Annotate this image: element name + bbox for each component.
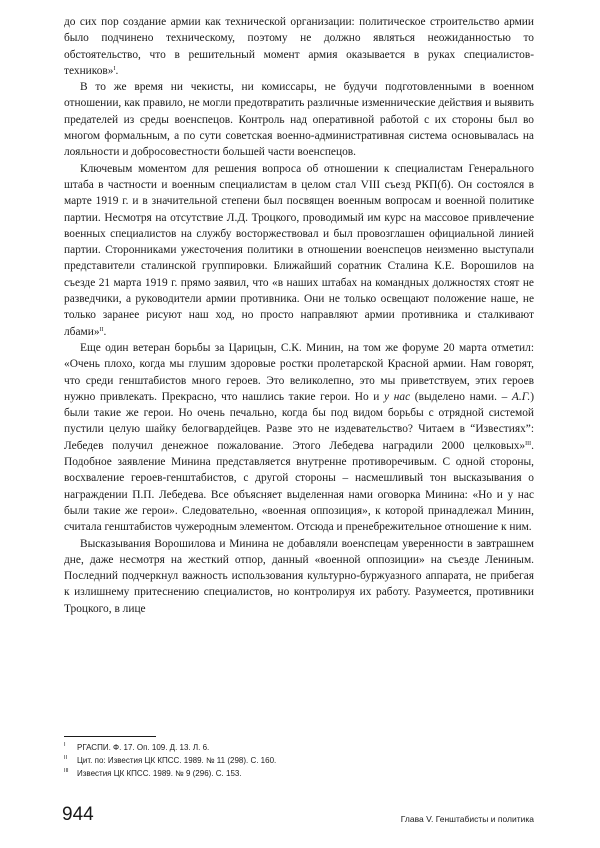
footnote [64, 754, 534, 767]
footnote-rule [64, 736, 156, 737]
text-run: . [103, 325, 107, 338]
footnote [64, 741, 534, 754]
text-run: ) были такие же герои. Но очень печально, когда бы под видом борьбы с отрядной системой пустили целую шайку белогвардейцев. Разве это не издевательство? Читаем в “Известиях”: Лебедев получил денежное пожалование. Этого Лебедева наградили 2000 целковых» [64, 390, 534, 452]
text-run: Ключевым моментом для решения вопроса об отношении к специалистам Генерального штаба в частности и военным специалистам в целом стал VIII съезд РКП(б). Он состоялся в марте 1919 г. и в значительной степени был посвящен военным вопросам и военной политике партии. Несмотря на отсутствие Л.Д. Троцкого, проводимый им курс на массовое привлечение военных специалистов на службу восторжествовал и был провозглашен официальной линией партии. Сторонниками ужесточения политики в отношении военспецов неизменно выступали представители сталинской группировки. Ближайший соратник Сталина К.Е. Ворошилов на съезде 21 марта 1919 г. прямо заявил, что «в наших штабах на командных должностях стоят не разведчики, а руководители армии противника. Они не только освещают положение наше, не только заранее рисуют наш ход, но просто направляют армии противника и сталкивают лбами» [64, 162, 534, 338]
paragraph [64, 340, 534, 536]
text-run: (выделено нами. – [410, 390, 512, 403]
footnote-mark: II [64, 755, 68, 761]
footnote-ref: I [113, 65, 116, 72]
paragraph [64, 14, 534, 79]
footnote-mark: I [64, 742, 66, 748]
running-head: Глава V. Генштабисты и политика [400, 814, 534, 824]
body-text [64, 14, 534, 617]
text-run: Еще один ветеран борьбы за Царицын, С.К. Минин, на том же форуме 20 марта отметил: «Очень плохо, когда мы глушим здоровые ростки пролетарской Красной армии. Нам говорят, что среди генштабистов много героев. Это великолепно, это мы приветствуем, этих героев нужно привлекать. Прекрасно, что нашлись такие герои. Но и [64, 341, 534, 403]
footnote [64, 767, 534, 780]
text-run: до сих пор создание армии как технической организации: политическое строительство армии было подчинено техническому, поэтому не должно являться неожиданностью то обстоятельство, что в решительный момент армия оказывается в руках специалистов-техников» [64, 16, 534, 77]
footnotes [64, 741, 534, 780]
footnote-ref: II [99, 326, 104, 333]
emphasis: у нас [384, 390, 411, 403]
text-run: . Подобное заявление Минина представляется внутренне противоречивым. С одной стороны, восхваление героев-генштабистов, с другой стороны – насмешливый тон высказывания о награждении П.П. Лебедева. Все объясняет выделенная нами оговорка Минина: «Но и у нас были такие же герои». Следовательно, «военная оппозиция», к которой принадлежал Минин, считала генштабистов чужеродным элементом. Отсюда и пренебрежительное отношение к ним. [64, 439, 534, 534]
footnote-text: Цит. по: Известия ЦК КПСС. 1989. № 11 (298). С. 160. [77, 756, 277, 765]
text-run: В то же время ни чекисты, ни комиссары, не будучи подготовленными в военном отношении, как правило, не могли предотвратить различные изменнические действия и выявить предателей из среды военспецов. Контроль над оперативной работой с их стороны был во многом формальным, а по сути советская военно-административная система основывалась на лояльности и добросовестности большей части военспецов. [64, 81, 534, 159]
paragraph [64, 79, 534, 160]
paragraph [64, 161, 534, 340]
emphasis: А.Г. [511, 390, 531, 403]
footnote-mark: III [64, 768, 69, 774]
text-run: Высказывания Ворошилова и Минина не добавляли военспецам уверенности в завтрашнем дне, даже несмотря на жесткий отпор, данный «военной оппозиции» на съезде Лениным. Последний подчеркнул важность использования культурно-буржуазного аппарата, не прибегая к излишнему притеснению специалистов, но контролируя их работу. Разумеется, противники Троцкого, в лице [64, 537, 534, 615]
footnote-text: Известия ЦК КПСС. 1989. № 9 (296). С. 153. [77, 769, 242, 778]
footnote-text: РГАСПИ. Ф. 17. Оп. 109. Д. 13. Л. 6. [77, 743, 210, 752]
text-run: . [115, 64, 119, 77]
page-number: 944 [62, 804, 94, 825]
paragraph [64, 536, 534, 617]
footnote-ref: III [525, 440, 532, 447]
